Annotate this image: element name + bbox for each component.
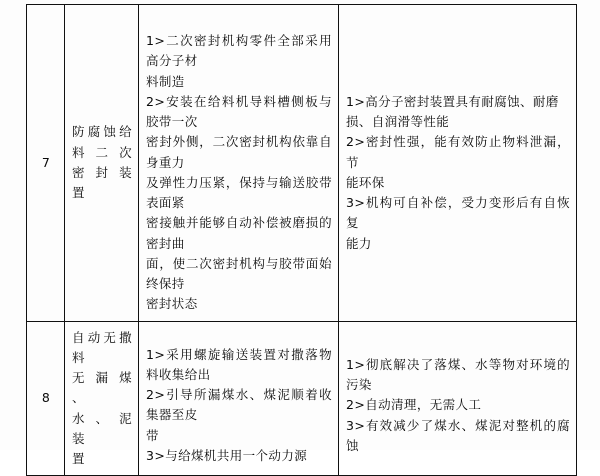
name-line: 密封装 (72, 164, 132, 180)
row-name-cell (65, 321, 139, 476)
name-line: 防腐蚀给 (72, 124, 132, 140)
effect-line: 3>有效减少了煤水、煤泥对整机的腐蚀 (346, 417, 570, 453)
description-line: 面，使二次密封机构与胶带面始终保持 (146, 255, 332, 291)
name-line: 无 漏 煤 、 (72, 370, 132, 406)
description-line: 带 (146, 427, 159, 443)
description-line: 料制造 (146, 73, 185, 89)
description-line: 1>二次密封机构零件全部采用高分子材 (146, 33, 332, 69)
row-effect-cell (339, 5, 577, 322)
row-description-cell (139, 321, 339, 476)
description-line: 2>引导所漏煤水、煤泥顺着收集器至皮 (146, 387, 332, 423)
row-name-cell (65, 5, 139, 322)
description-line: 及弹性力压紧，保持与输送胶带表面紧 (146, 174, 332, 210)
row-description-cell (139, 5, 339, 322)
row-effect-cell (339, 321, 577, 476)
table-row (27, 5, 577, 322)
description-line: 密封状态 (146, 296, 198, 312)
specification-table (26, 4, 577, 476)
effect-line: 能力 (346, 235, 372, 251)
name-line: 置 (72, 185, 85, 200)
effect-line: 损、自润滑等性能 (346, 114, 450, 129)
name-line: 料二次 (72, 144, 132, 160)
effect-line: 1>彻底解决了落煤、水等物对环境的污染 (346, 356, 570, 392)
table-row (27, 321, 577, 476)
description-line: 3>与给煤机共用一个动力源 (146, 447, 308, 463)
row-number-cell: 7 (27, 5, 65, 322)
effect-line: 1>高分子密封装置具有耐腐蚀、耐磨 (346, 93, 559, 109)
description-line: 2>安装在给料机导料槽侧板与胶带一次 (146, 93, 332, 129)
row-number-cell: 8 (27, 321, 65, 476)
description-line: 密接触并能够自动补偿被磨损的密封曲 (146, 215, 332, 251)
name-line: 置 (72, 451, 85, 466)
description-line: 1>采用螺旋输送装置对撒落物料收集给出 (146, 346, 332, 382)
effect-line: 2>自动清理，无需人工 (346, 397, 482, 413)
name-line: 水 、 泥 装 (72, 410, 132, 446)
effect-line: 能环保 (346, 174, 385, 190)
name-line: 自动无撒料 (72, 329, 132, 365)
effect-line: 3>机构可自补偿，受力变形后有自恢复 (346, 195, 570, 231)
effect-line: 2>密封性强，能有效防止物料泄漏，节 (346, 134, 570, 170)
description-line: 密封外侧，二次密封机构依靠自身重力 (146, 134, 332, 170)
